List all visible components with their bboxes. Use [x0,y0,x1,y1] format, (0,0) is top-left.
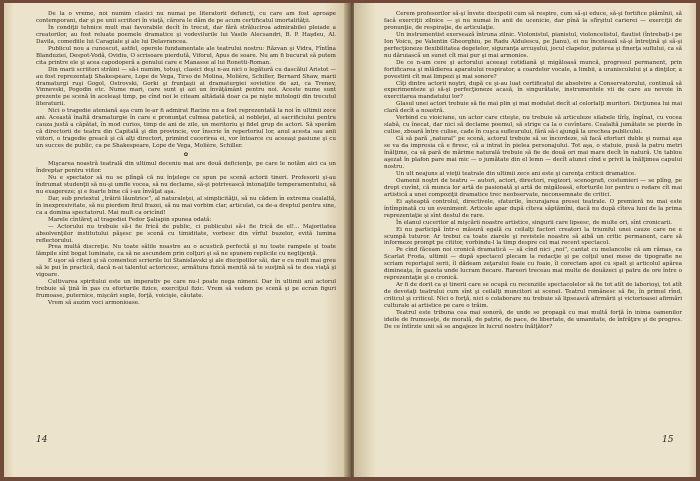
left-page-text [36,11,336,307]
right_page-paragraph: Verbind cu vioiciune, un actor care citeşte, nu trebuie să articuleze silabele tîrîş, îngînat, cu vocea slabă, cu înecat, dar nici să declame poemul, să strige ca la o cuvîntare. Cealaltă jumătate se pierde în culise, zboară între culise, cade în cuşca sufleurului, fără să-i ajungă la urechea publicului. [384,115,682,136]
left_page-paragraph: — Actorului nu trebuie să-i fie frică de public, ci publicului să-i fie frică de el!... Majoritatea absolvenţilor institutului păşesc pe scenă cu timiditate, vorbesc din vîrful buzelor, evită lumina reflectorului. [36,223,336,244]
right_page-paragraph: Glasul unei actori trebuie să fie mai plin şi mai modulat decît al celorlalţi muritori. Dicţiunea lui mai clară decît a noastră. [384,101,682,115]
left_page-paragraph: Cultivarea spiritului este un imperativ pe care nu-l poate nega nimeni. Dar în ultimii ani actorul trebuie să ţină în pas cu eforturile fizice, exerciţiul fizic. Vrem să vedem pe scenă şi pe ecran figuri frumoase, puternice, mişcări suple, forţă, voicişie, căutate. [36,279,336,300]
right_page-paragraph: În elanul cuceritor al mişcării noastre artistice, singurii care lipsesc, de multe ori, sînt cronicarii. [396,219,673,226]
left_page-paragraph: Din marii scriitori străini — să-i numim, totuşi, clasici deşi n-au nici o legătură cu dascălul Aristot — au fost reprezentaţi Shakespeare, Lope de Vega, Tirso de Molina, Molière, Schiller, Bernard Shaw, marii dramaturgi ruşi Gogol, Ostrovski, Gorki şi frunţaşii ai dramaturgiei sovietice de azi, ca Trenev, Vinnevski, Pogodin etc. Nume mari, care sunt şi azi un învăţământ pentru noi. Aceste nume sunt prezente pe scenă în aceleaşi timp, pe cînd noi le citeam altădată doar ca pe nişte mitologii din trecutul literaturii. [36,66,336,108]
left_page-paragraph: Marele cîntăreţ al tragediei Fedor Şaliapin spunea odată: [48,216,212,223]
left_page-paragraph: ✿ [183,152,189,159]
right_page-paragraph: Cerem profesorilor să-şi învete discipolii cum să respire, cum să-şi educe, să-şi fortifice plămînii, să facă exerciţii zilnice — şi nu numai în anii de ucenicie, dar pînă la sfîrşitul carierei — exerciţii de pronunţie, de respiraţie, de articulaţie. [384,11,682,31]
left_page-paragraph: E uşor să citezi şi să comentezi scrierile lui Stanislavski şi ale discipolilor săi, dar e cu mult mai greu să le pui în practică, dacă n-ai talentul actoricesc, armătura fizică menită să te susţină să te dea viaţă şi vigoare. [36,258,336,279]
open-book [4,3,696,477]
left_page-paragraph: În condiţii tehnice mult mai favorabile decît în trecut, dar fără străluciroa admirabilei pleiade a creatorilor, au fost reluate poemele dramatice şi vodevilurile lui Vasile Alecsandri, B. P. Haşdeu, Al. Davila, comediile lui Caragiale şi ale lui Delavrancea. [36,24,336,45]
left_page-paragraph: De la o vreme, noi numim clasici nu numai pe literatorii defuncţi, cu care am fost aproape contemporani, dar şi pe unii scriitori în viaţă, cărora le dăm de pe acum certificatul imortalităţii. [36,11,336,24]
left_page-paragraph: Prea multă discreţie. Nu toate sălile noastre au o acustică perfectă şi nu toate rampele şi toate lămpile sînt bogat luminate, ca să ne ascundem prin colţuri şi să ne spunem replicile cu neglijenţă. [36,244,336,258]
left-page [4,3,348,477]
right_page-paragraph: Cîţi dintre actorii noştri, după ce şi-au luat certificatul de absolvire a Conservatorului, continuă să experimenteze şi să-şi perfecţioneze acasă, în singurătate, instrumentele vii de care au nevoie în exercitarea mandatului lor? [384,80,682,101]
right_page-paragraph: Ar fi de dorit ca şi tinerii care se ocupă cu recenziile spectacolelor să fie tot atît de laborioşi, tot atît de devotaţi teatrului cum sînt şi ceilalţi muncitori ai scenei. Teatrul românesc să fie, în primul rînd, criticul şi criticul. Nici o forţă, nici o colaborare nu trebuie să lipsească afirmării şi victorioasei afirmări culturale ai artistice pe care o trăim. [384,282,682,310]
left_page-paragraph: Mişcarea noastră teatrală din ultimul deceniu mai are două deficienţe, pe care le notăm aici ca un îndreptar pentru viitor. [36,161,336,174]
left_page-paragraph: Vrem să auzim voci armonioase. [48,300,140,307]
right_page-paragraph: Oamenii noştri de teatru — autori, actori, directori, regizori, scenografi, costumieri — se plîng, pe drept cuvînt, că munca lor artă de pasionată şi artă de migăloasă, eforturile lor pentru o redare cît mai artistică a unei compoziţii dramatice trec neobservate, neconsemnate de critici. [384,177,682,198]
right_page-paragraph: Un ult neajuns al vieţii teatrale din ultimii zece ani este şi carenţa criticii dramatice. [396,170,636,177]
right-page [354,3,696,477]
left_page-paragraph: Publicul nou a cunoscut, astfel, operele fundamentale ale teatrului nostru: Răzvan şi Vidra, Fîntîna Blanduziei, Despot-Vodă, Ovidiu, O scrisoare pierdută, Viforul, Apus de soare. Nu am fi bucurat să putem cita printre ele şi acea capodoperă a genului care e Manasse al lui Ronetti-Roman. [36,45,336,66]
right-page-text [384,11,682,331]
right_page-paragraph: Ei nu participă într-o măsură egală cu ceilalţi factori creatori la triumful unei cauze care ne e scumpă tuturor. Ar trebui ca toate ziarele şi revistele noastre să aibă un critic permanent, care să informeze prompt pe cititor, vorbindu-l la timp despre cel mai recent spectacol. [384,226,682,247]
right_page-paragraph: Pe cînd făceam noi cronică dramatică — să cînd nici „noi”, cantat cu melancolie că am rămas, ca Scarlat Froda, ultimii — după spectacol plecam la redacţie şi pe colţul unei mese de tipografie ne scriam reportajul serii, îl dădeam zeţarului foaie cu foaie, îl corectam apoi cu spalt şi articolul apărea dimineaţa, în gazeta unde lucram fiecare. Rareori treceau mai multe de douăzeci şi patru de ore între o reprezentaţie şi o cronică. [384,247,682,282]
right_page-paragraph: De ce n-am cere şi actorului aceeaşi cotidiană şi migăloasă muncă, progresul permanent, prin fortificarea şi mlădierea aparatului respirator, a coardelor vocale, a limbii, a uranisculului şi a dinţilor, a povestirii cît mai limpezi şi mai sonore? [384,59,682,80]
right_page-paragraph: Ei aşteaptă controlul, directivele, sfaturile, încurajarea presei teatrale. O premieră nu mai este întîmpinată cu un eveniment. Articole apar după cîteva săptămîni, dacă nu după cîteva luni de la prima reprezentaţie şi sînt destul de rare. [384,198,682,219]
left-page-number: 14 [36,435,48,445]
right-page-number: 15 [662,435,674,445]
right_page-paragraph: Teatrul este tribuna cea mai sonoră, de unde se propagă cu mai multă forţă în inima oamenilor ideile de frumuseţe, de morală, de patrie, de pace, de libertate, de umanitate, de înfrăţire şi de progres. De ce întîrzie unii să se angajeze în lucrul nostru înălţător? [384,309,682,330]
right_page-paragraph: Un instrumentist exersează întruna zilnic. Violonistul, pianistul, violoncelistul, flautist (întrebaţi-i pe Ion Voicu, pe Valentin Gheorghiu, pe Radu Aldulescu, pe Jianu), ei nu încetează să-şi întreţină şi să-şi perfecţioneze flexibilitatea degetelor, siguranţa arcuşului, jocul clapelor, puterea şi finerţa suflului, ca să nu dăruiască un sunet cît mai pur şi mai armonios. [384,31,682,59]
left_page-paragraph: Dar, sub pretextul „trăirii lăuntrice”, al naturaleţei, al simplicităţii, să nu cădem în extrema cealaltă, în inexpresivitate, să nu pierdem firul frazei, să nu mai vorbim clar, articulat, ca de-a dreptul pentru sine, ca a domina spectatorul. Mai mult ca oricînd! [36,195,336,216]
left_page-paragraph: Nu e spectator să nu se plîngă că nu înţelege ce spun pe scenă actorii tineri. Profesorii şi-au îndrumat studenţii să nu-şi umfle vocea, să nu declame, să-şi potrivească intonaţiile temperamentului, să nu exagereze; şi e foarte bine că i-au învăţat aşa. [36,174,336,195]
left_page-paragraph: Nici o tragedie ateniană aşa cum le-ar fi admirat Racine nu a fost reprezentată la noi în ultimii zece ani. Această înaltă dramaturgie în care e pronunţat culmea patetică, al nobleţei, al sacrificiului pentru cauza justă a căpătat, în mod curios, timp de ani de zile, un meritoriu şi fidel grup de actori. Să sperăm că directorii de teatru din Capitală şi din provincie, vor înscrie în repertoriul lor, anul acesta sau anii viitori, o tragedie greacă şi că alţi directori, primind cucerirea ei, vor întoarce cu aceeaşi pasiune şi cu un succes de public, ca pe Shakespeare, Lope de Vega, Molière, Schiller. [36,108,336,150]
right_page-paragraph: Că să pară „natural” pe scenă, actorul trebuie să se încordeze, să facă eforturi duble şi numai aşa se va da impresia că e firesc, că a intrat în pielea personajului. Tot aşa, o statuie, pusă la patru metri înălţime, ca să pară de mărime naturală trebuie să fie de două ori mai mare decît în natură. Un tablou aşezat în plafon pare mai mic — o jumătate din el lemn — decît atunci cînd e privit la înălţimea capului nostru. [384,136,682,170]
